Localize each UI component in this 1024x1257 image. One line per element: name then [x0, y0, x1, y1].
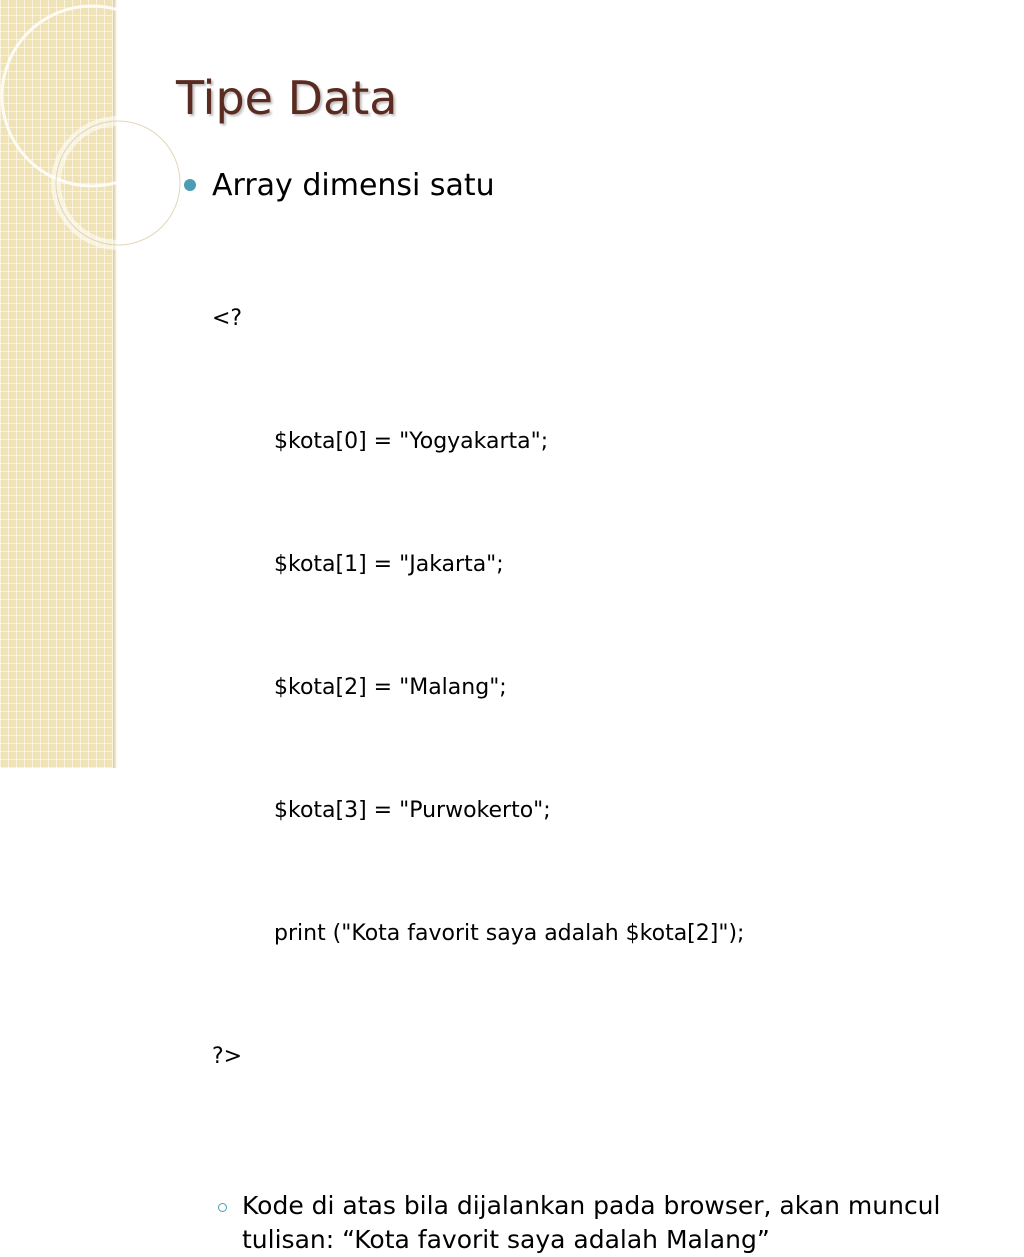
slide-body — [182, 164, 982, 1257]
code-line-4: $kota[3] = "Purwokerto"; — [274, 798, 551, 823]
code-line-open-tag: <? — [212, 306, 243, 331]
sub-bullet-ring-icon — [218, 1203, 227, 1212]
bullet-dot-icon — [184, 179, 196, 191]
code-line-2: $kota[1] = "Jakarta"; — [274, 552, 504, 577]
code-line-close-tag: ?> — [212, 1044, 243, 1069]
sub-bullet-item — [182, 1189, 962, 1257]
bullet-text: Array dimensi satu — [212, 168, 495, 203]
code-block — [212, 216, 982, 1159]
code-line-1: $kota[0] = "Yogyakarta"; — [274, 429, 549, 454]
bullet-item — [182, 164, 982, 208]
slide-title: Tipe Data — [176, 71, 398, 125]
code-line-print: print ("Kota favorit saya adalah $kota[2]"); — [274, 921, 745, 946]
sub-bullet-text: Kode di atas bila dijalankan pada browser, akan muncul tulisan: “Kota favorit saya adalah Malang” — [242, 1191, 941, 1254]
code-line-3: $kota[2] = "Malang"; — [274, 675, 507, 700]
